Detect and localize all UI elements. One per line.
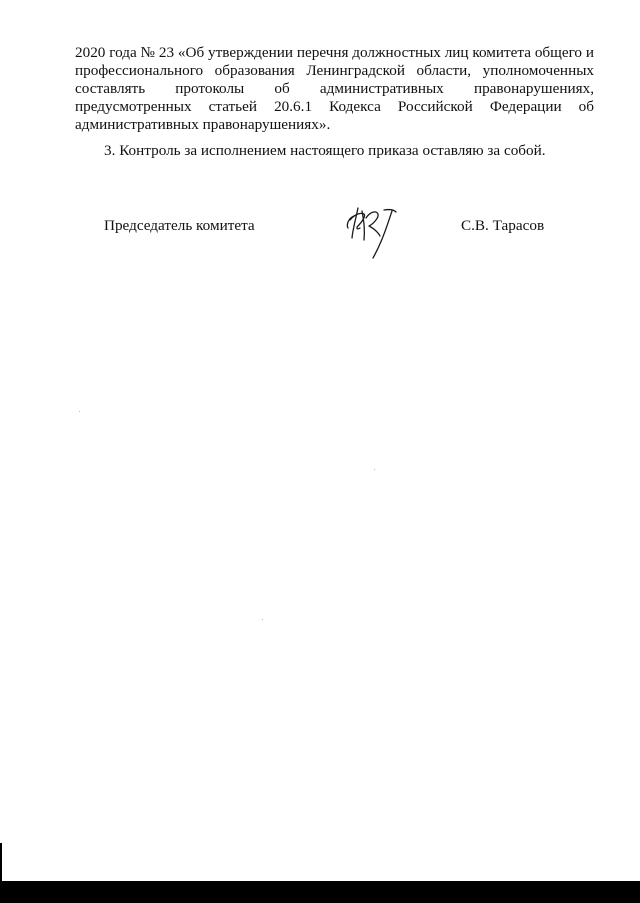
paragraph-continued: 2020 года № 23 «Об утверждении перечня должностных лиц комитета общего и профессионального образования Ленинградской области, уполномоченных составлять протоколы об административных правонарушениях, предусмотренных статьей 20.6.1 Кодекса Российской Федерации об административных правонарушениях».: [75, 44, 594, 133]
scan-speck: [79, 411, 80, 412]
signatory-name: С.В. Тарасов: [461, 217, 545, 234]
scan-speck: [262, 619, 263, 620]
handwritten-signature: [340, 198, 400, 260]
position-title: Председатель комитета: [104, 217, 255, 234]
paragraph-3: 3. Контроль за исполнением настоящего приказа оставляю за собой.: [104, 142, 546, 159]
signature-block: [0, 198, 640, 268]
scan-bottom-border: [0, 881, 640, 903]
document-body: [75, 44, 594, 160]
scan-speck: [374, 469, 375, 470]
scan-edge: [0, 843, 2, 883]
